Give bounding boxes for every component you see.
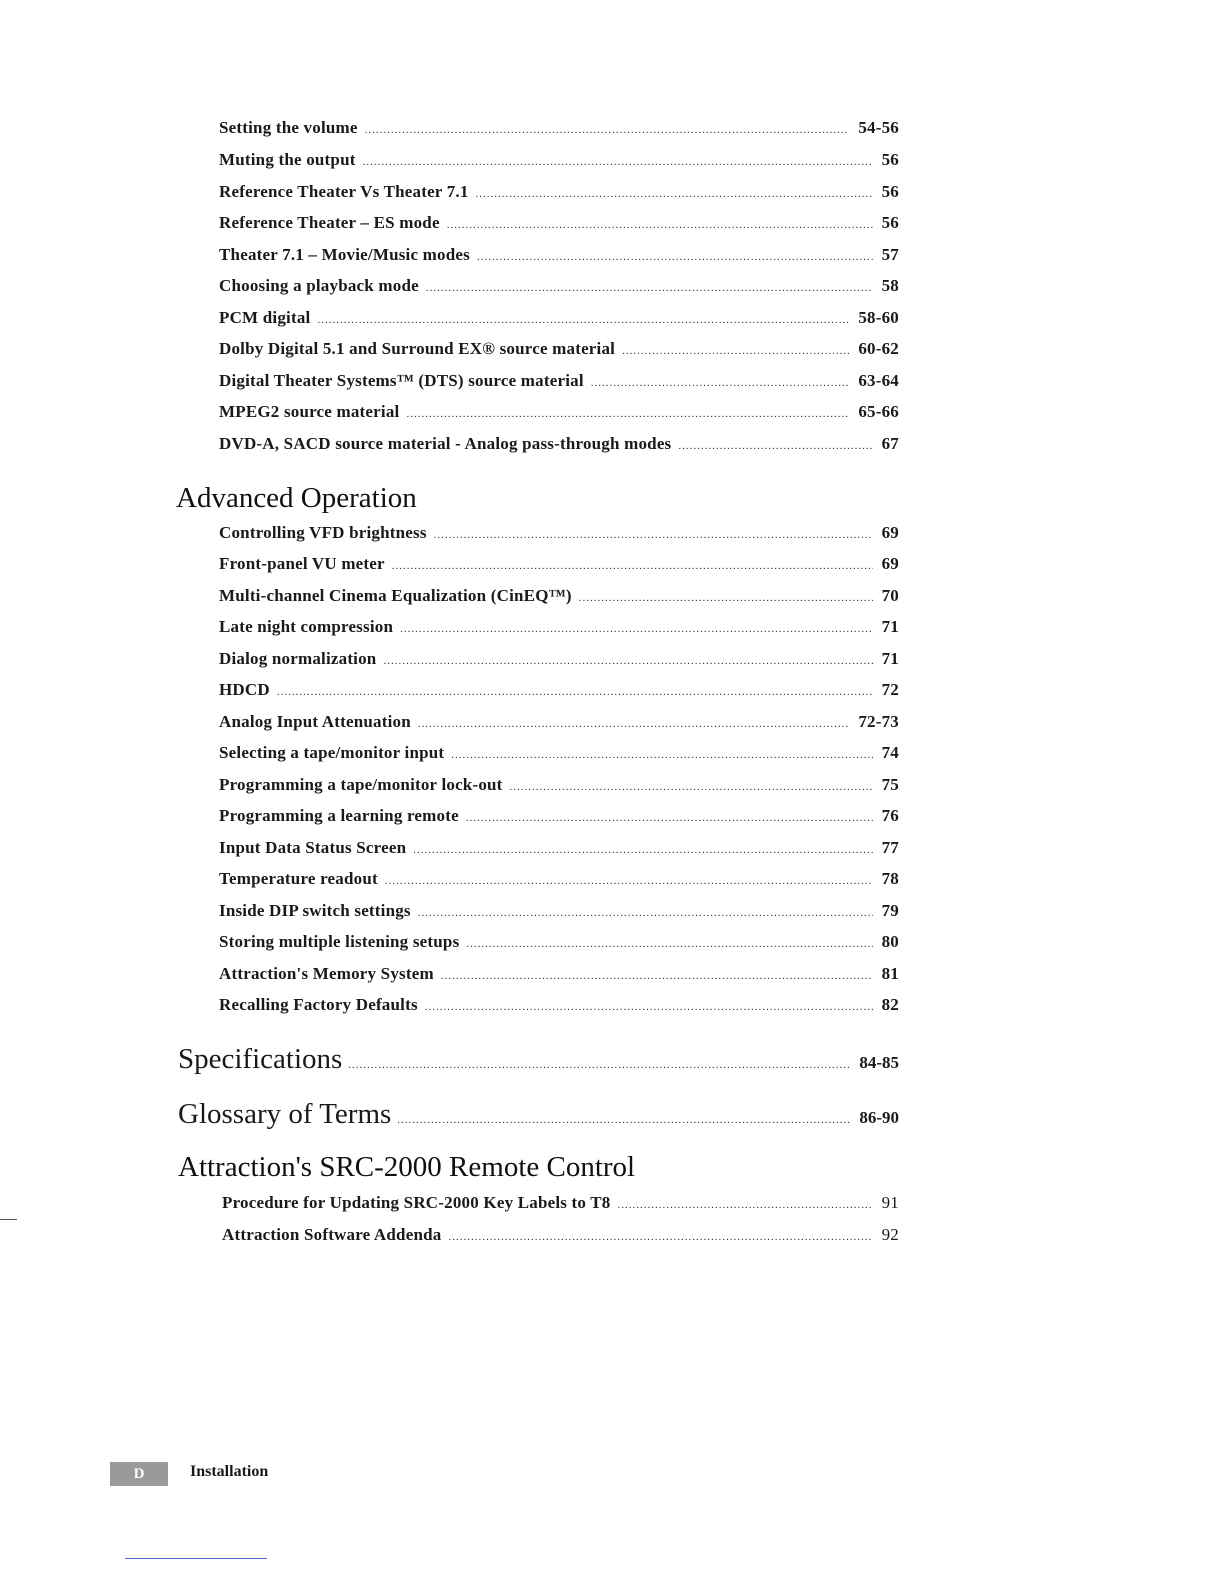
toc-entry-title: Muting the output <box>219 150 356 169</box>
section-tab <box>110 1462 168 1486</box>
dot-leader <box>622 345 849 357</box>
toc-entry-title: Attraction Software Addenda <box>222 1225 442 1244</box>
dot-leader <box>406 408 849 420</box>
toc-entry[interactable] <box>219 964 899 988</box>
toc-entry-page: 71 <box>881 649 899 668</box>
dot-leader <box>418 718 849 730</box>
toc-entry-page: 56 <box>881 213 899 232</box>
toc-entry[interactable] <box>219 213 899 237</box>
toc-entry-page: 63-64 <box>858 371 899 390</box>
toc-entry-page: 69 <box>881 523 899 542</box>
toc-entry-title: Selecting a tape/monitor input <box>219 743 445 762</box>
dot-leader <box>363 156 873 168</box>
dot-leader <box>476 188 873 200</box>
dot-leader <box>392 560 873 572</box>
dot-leader <box>434 529 873 541</box>
toc-entry-page: 57 <box>881 245 899 264</box>
toc-entry-title: PCM digital <box>219 308 311 327</box>
toc-entry[interactable] <box>222 1225 899 1249</box>
dot-leader <box>383 655 872 667</box>
toc-entry-page: 60-62 <box>858 339 899 358</box>
toc-entry[interactable] <box>219 554 899 578</box>
toc-entry[interactable] <box>219 276 899 300</box>
toc-entry-page: 77 <box>881 838 899 857</box>
toc-section-glossary[interactable] <box>178 1098 899 1138</box>
toc-entry-page: 81 <box>881 964 899 983</box>
toc-entry[interactable] <box>219 712 899 736</box>
toc-entry[interactable] <box>219 182 899 206</box>
dot-leader <box>678 440 872 452</box>
toc-entry-page: 70 <box>881 586 899 605</box>
toc-entry-page: 58 <box>881 276 899 295</box>
toc-entry-page: 78 <box>881 869 899 888</box>
dot-leader <box>618 1199 873 1211</box>
toc-entry-title: MPEG2 source material <box>219 402 400 421</box>
toc-entry[interactable] <box>219 586 899 610</box>
toc-entry-title: Analog Input Attenuation <box>219 712 411 731</box>
toc-section-page: 84-85 <box>859 1053 899 1072</box>
toc-entry[interactable] <box>219 308 899 332</box>
toc-entry[interactable] <box>222 1193 899 1217</box>
dot-leader <box>348 1059 850 1071</box>
toc-entry-page: 72 <box>881 680 899 699</box>
toc-entry-title: Inside DIP switch settings <box>219 901 411 920</box>
dot-leader <box>591 377 850 389</box>
toc-entry-page: 71 <box>881 617 899 636</box>
toc-entry[interactable] <box>219 150 899 174</box>
toc-entry-title: Front-panel VU meter <box>219 554 385 573</box>
toc-entry-title: Setting the volume <box>219 118 358 137</box>
toc-entry-page: 54-56 <box>858 118 899 137</box>
toc-section-specifications[interactable] <box>178 1043 899 1083</box>
toc-entry-title: Procedure for Updating SRC-2000 Key Labels to T8 <box>222 1193 611 1212</box>
dot-leader <box>451 749 872 761</box>
dot-leader <box>365 124 850 136</box>
toc-entry-title: Input Data Status Screen <box>219 838 407 857</box>
toc-entry[interactable] <box>219 245 899 269</box>
toc-section-page: 86-90 <box>859 1108 899 1127</box>
section-tab-letter: D <box>133 1465 145 1482</box>
toc-entry-page: 76 <box>881 806 899 825</box>
toc-entry-title: Attraction's Memory System <box>219 964 434 983</box>
bottom-rule <box>125 1558 267 1559</box>
toc-entry-title: Recalling Factory Defaults <box>219 995 418 1014</box>
toc-entry-title: Choosing a playback mode <box>219 276 419 295</box>
section-heading-advanced-operation: Advanced Operation <box>176 482 417 514</box>
dot-leader <box>400 623 873 635</box>
footer-section-label: Installation <box>190 1463 269 1480</box>
toc-entry-page: 80 <box>881 932 899 951</box>
section-heading-remote-control: Attraction's SRC-2000 Remote Control <box>178 1151 636 1183</box>
toc-entry[interactable] <box>219 932 899 956</box>
toc-entry-page: 79 <box>881 901 899 920</box>
toc-entry-page: 56 <box>881 150 899 169</box>
toc-section-title: Specifications <box>178 1043 343 1075</box>
toc-entry-title: Digital Theater Systems™ (DTS) source material <box>219 371 584 390</box>
toc-entry-page: 92 <box>881 1225 899 1244</box>
toc-entry-title: Late night compression <box>219 617 394 636</box>
toc-entry[interactable] <box>219 806 899 830</box>
dot-leader <box>466 812 873 824</box>
toc-entry-title: DVD-A, SACD source material - Analog pass-through modes <box>219 434 672 453</box>
toc-entry-page: 69 <box>881 554 899 573</box>
toc-entry[interactable] <box>219 869 899 893</box>
toc-entry[interactable] <box>219 402 899 426</box>
dot-leader <box>413 844 872 856</box>
toc-entry[interactable] <box>219 901 899 925</box>
dot-leader <box>579 592 873 604</box>
toc-entry-title: Reference Theater Vs Theater 7.1 <box>219 182 469 201</box>
toc-entry[interactable] <box>219 118 899 142</box>
toc-entry-title: Multi-channel Cinema Equalization (CinEQ™) <box>219 586 572 605</box>
toc-entry-page: 56 <box>881 182 899 201</box>
toc-entry-page: 75 <box>881 775 899 794</box>
dot-leader <box>425 1001 873 1013</box>
toc-entry[interactable] <box>219 995 899 1019</box>
toc-entry[interactable] <box>219 617 899 641</box>
dot-leader <box>477 251 873 263</box>
toc-entry-title: Reference Theater – ES mode <box>219 213 440 232</box>
dot-leader <box>448 1231 872 1243</box>
dot-leader <box>385 875 873 887</box>
toc-entry-title: Controlling VFD brightness <box>219 523 427 542</box>
toc-entry[interactable] <box>219 649 899 673</box>
dot-leader <box>426 282 873 294</box>
dot-leader <box>510 781 873 793</box>
toc-entry-title: HDCD <box>219 680 270 699</box>
dot-leader <box>441 970 873 982</box>
dot-leader <box>317 314 849 326</box>
toc-entry[interactable] <box>219 339 899 363</box>
toc-section-title: Glossary of Terms <box>178 1098 392 1130</box>
toc-entry-page: 82 <box>881 995 899 1014</box>
toc-entry-page: 65-66 <box>858 402 899 421</box>
toc-entry-page: 72-73 <box>858 712 899 731</box>
toc-entry-page: 67 <box>881 434 899 453</box>
toc-entry[interactable] <box>219 743 899 767</box>
toc-entry[interactable] <box>219 371 899 395</box>
dot-leader <box>447 219 873 231</box>
toc-entry-title: Temperature readout <box>219 869 378 888</box>
toc-entry-page: 74 <box>881 743 899 762</box>
toc-entry-title: Programming a learning remote <box>219 806 459 825</box>
toc-entry[interactable] <box>219 775 899 799</box>
toc-entry-page: 58-60 <box>858 308 899 327</box>
dot-leader <box>418 907 873 919</box>
toc-entry-title: Theater 7.1 – Movie/Music modes <box>219 245 470 264</box>
toc-entry-title: Storing multiple listening setups <box>219 932 460 951</box>
toc-entry-title: Dialog normalization <box>219 649 377 668</box>
toc-entry-title: Programming a tape/monitor lock-out <box>219 775 503 794</box>
dot-leader <box>466 938 872 950</box>
dot-leader <box>277 686 873 698</box>
toc-entry[interactable] <box>219 523 899 547</box>
toc-entry-title: Dolby Digital 5.1 and Surround EX® source material <box>219 339 616 358</box>
toc-entry-page: 91 <box>881 1193 899 1212</box>
margin-mark <box>0 1219 17 1220</box>
toc-entry[interactable] <box>219 434 899 458</box>
toc-entry[interactable] <box>219 680 899 704</box>
dot-leader <box>397 1114 850 1126</box>
toc-entry[interactable] <box>219 838 899 862</box>
